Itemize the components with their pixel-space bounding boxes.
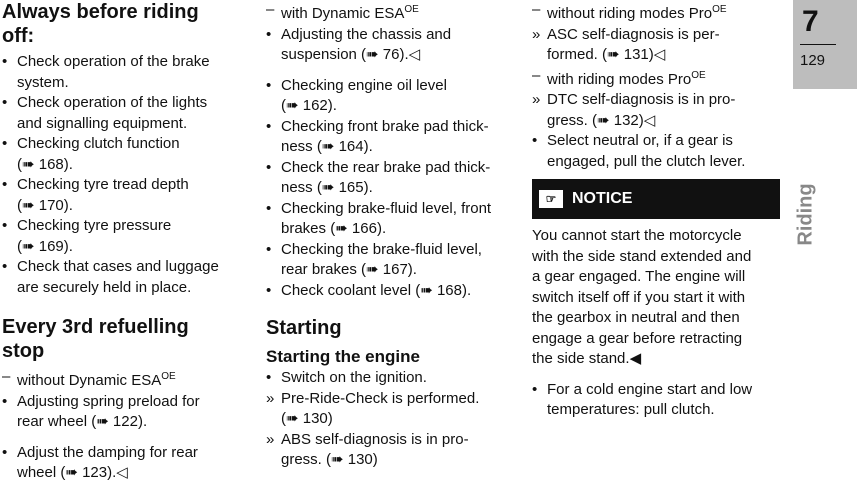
result-item: » ASC self-diagnosis is per-: [532, 25, 720, 43]
condition-with-riding-modes-pro: – with riding modes Pro$^{OE}$: [532, 66, 706, 88]
heading-always-before-riding: Always before riding off:: [2, 1, 199, 47]
list-item: • Check operation of the brake: [2, 53, 210, 70]
list-item: • Checking front brake pad thick-: [266, 117, 489, 135]
list-checks: • Checking engine oil level (➠ 162). • Checking front brake pad thick- ness (➠ 164). • Check the rear brake pad thick- ness (➠ 165). • Checking brake-fluid level, front brakes (➠ 166). • Checking the brake-fluid level, rear brakes (➠ 167). • Check coolant level (➠ 168).: [266, 76, 516, 302]
list-item: • Adjusting the chassis and: [266, 25, 452, 43]
list-item: • Checking engine oil level: [266, 76, 447, 94]
list-item: • Check the rear brake pad thick-: [266, 158, 491, 176]
condition-with-dynamic-esa: – with Dynamic $ESA^{OE}$: [266, 1, 419, 22]
list-item: • Adjusting spring preload for: [2, 392, 200, 410]
list-item: • For a cold engine start and low: [532, 380, 753, 398]
result-item: » Pre-Ride-Check is performed.: [266, 389, 480, 407]
notice-text: You cannot start the motorcycle with the side stand extended and a gear engaged. The engine will switch itself off if you start it with the gearbox in neutral and then engage a gear before retracting the side stand.◀: [532, 227, 752, 367]
list-item: • Checking brake-fluid level, front: [266, 199, 492, 217]
result-item: » ABS self-diagnosis is in pro-: [266, 430, 469, 448]
heading-every-3rd-refuelling: Every 3rd refuelling stop: [2, 316, 189, 362]
notice-label: NOTICE: [572, 190, 633, 207]
chapter-tab: [793, 0, 857, 89]
result-item: » DTC self-diagnosis is in pro-: [532, 91, 736, 108]
page-number: 129: [800, 52, 826, 69]
list-item: • Switch on the ignition.: [266, 369, 427, 386]
notice-box: [532, 179, 780, 219]
heading-starting-the-engine: Starting the engine: [266, 347, 420, 366]
list-item: • Checking the brake-fluid level,: [266, 240, 482, 258]
list-item: • Select neutral or, if a gear is: [532, 132, 733, 149]
list-item: • Check that cases and luggage: [2, 258, 219, 275]
list-item: • Check coolant level (➠ 168).: [266, 281, 472, 299]
list-item: • Checking tyre tread depth: [2, 176, 189, 193]
list-item: • Checking tyre pressure: [2, 217, 172, 234]
column-3: – without riding modes Pro$^{OE}$ » ASC self-diagnosis is per- formed. (➠ 131)◁ – with riding modes Pro$^{OE}$ » DTC self-diagnosis is in pro- gress. (➠ 132)◁ • Select neutral or, if a gear is engaged, pull the clutch lever. ☞ NOTICE You cannot start the motorcycle with the side stand extended and a gear engaged. The engine will switch itself off if you start it with the gearbox in neutral and then engage a gear before retracting the side stand.◀ • For a cold engine start and low temperatures: pull clutch.: [532, 0, 782, 421]
heading-starting: Starting: [266, 317, 342, 339]
chapter-number: 7: [802, 5, 819, 38]
column-1: Always before riding off: • Check operation of the brake system. • Check operation of the lights and signalling equipment. • Checking clutch function (➠ 168). • Checking tyre tread depth (➠ 170). • Checking tyre pressure (➠ 169). • Check that cases and luggage are securely held in place. Every 3rd refuelling stop – without Dynamic $ESA^{OE}$ • Adjusting spring preload for rear wheel (➠ 122). • Adjust the damping for rear wheel (➠ 123).◁: [2, 0, 247, 484]
list-item: • Check operation of the lights: [2, 94, 208, 111]
list-before-riding: • Check operation of the brake system. • Check operation of the lights and signalling equipment. • Checking clutch function (➠ 168). • Checking tyre tread depth (➠ 170). • Checking tyre pressure (➠ 169). • Check that cases and luggage are securely held in place.: [2, 52, 247, 298]
condition-without-dynamic-esa: – without Dynamic $ESA^{OE}$: [2, 368, 176, 389]
divider: [800, 44, 836, 45]
column-2: – with Dynamic $ESA^{OE}$ • Adjusting the chassis and suspension (➠ 76).◁ • Checking engine oil level (➠ 162). • Checking front brake pad thick- ness (➠ 164). • Check the rear brake pad thick- ness (➠ 165). • Checking brake-fluid level, front brakes (➠ 166). • Checking the brake-fluid level, rear brakes (➠ 167). • Check coolant level (➠ 168). Starting Starting the engine • Switch on the ignition. » Pre-Ride-Check is performed. (➠ 130) » ABS self-diagnosis is in pro- gress. (➠ 130): [266, 0, 516, 471]
list-item: • Adjust the damping for rear: [2, 443, 198, 461]
condition-without-riding-modes-pro: – without riding modes Pro$^{OE}$: [532, 1, 727, 22]
notice-hand-icon: ☞: [539, 190, 563, 208]
list-item: • Checking clutch function: [2, 135, 180, 152]
